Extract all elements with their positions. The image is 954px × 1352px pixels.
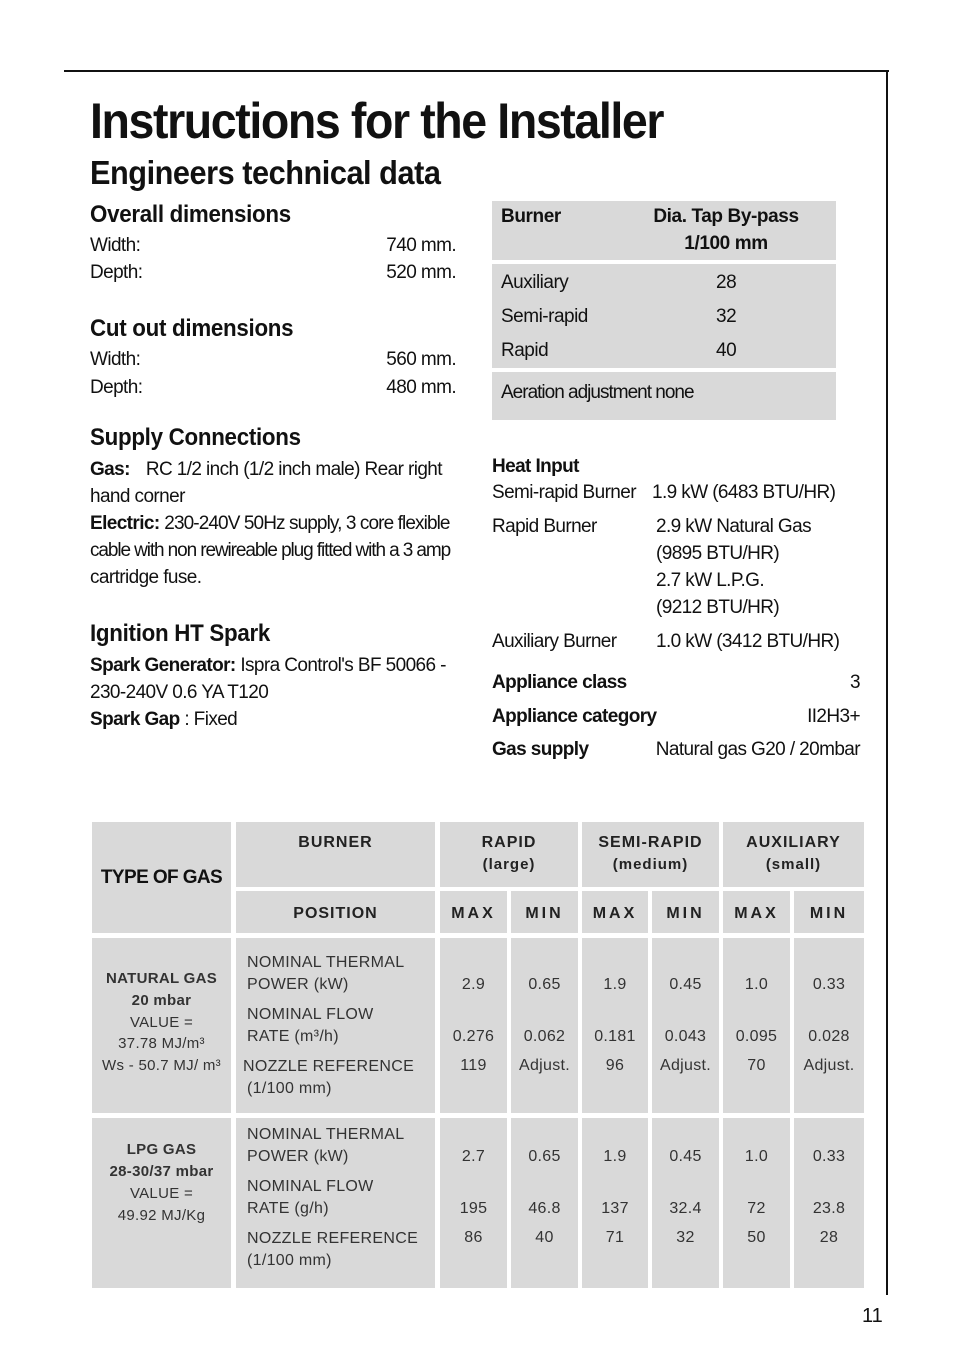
- ng-name-2: 20 mbar: [131, 992, 192, 1009]
- spark-generator-label: Spark Generator:: [90, 655, 236, 676]
- rapid-burner-label: Rapid Burner: [492, 516, 597, 537]
- lpg-power-value: 0.45: [669, 1148, 702, 1165]
- ng-nozzle-value: Adjust.: [659, 1057, 711, 1074]
- lpg-name-1: LPG GAS: [126, 1141, 197, 1158]
- lpg-param-power-2: POWER (kW): [247, 1148, 349, 1165]
- ng-name-1: NATURAL GAS: [105, 970, 218, 987]
- lpg-power-value: 2.7: [461, 1148, 486, 1165]
- ng-power-value: 0.45: [669, 976, 702, 993]
- burner-header: BURNER: [298, 834, 373, 851]
- auxiliary-burner-label: Auxiliary Burner: [492, 631, 617, 652]
- lpg-nozzle-value: 32: [676, 1229, 695, 1246]
- page-subtitle: Engineers technical data: [90, 154, 441, 191]
- type-of-gas-header: TYPE OF GAS: [100, 867, 223, 888]
- appliance-category-label: Appliance category: [492, 706, 657, 727]
- ng-power-value: 0.33: [812, 976, 846, 993]
- lpg-flow-value: 23.8: [812, 1200, 846, 1217]
- lpg-param-power-1: NOMINAL THERMAL: [247, 1126, 405, 1143]
- lpg-nozzle-value: 86: [464, 1229, 483, 1246]
- ng-line-3: VALUE =: [129, 1014, 194, 1031]
- overall-dimensions-heading: Overall dimensions: [90, 201, 291, 228]
- appliance-category-value: II2H3+: [807, 706, 860, 727]
- supply-connections-text: [90, 456, 470, 591]
- semi-rapid-header: SEMI-RAPID: [598, 834, 703, 851]
- lpg-flow-value: 137: [601, 1200, 629, 1217]
- ng-flow-value: 0.181: [594, 1028, 636, 1045]
- lpg-line-4: 49.92 MJ/Kg: [117, 1207, 206, 1224]
- lpg-flow-value: 46.8: [528, 1200, 561, 1217]
- ng-param-flow-1: NOMINAL FLOW: [247, 1006, 374, 1023]
- page-title: Instructions for the Installer: [90, 93, 664, 149]
- ng-flow-value: 0.062: [523, 1028, 566, 1045]
- top-rule: [64, 70, 889, 72]
- gas-supply-value: Natural gas G20 / 20mbar: [655, 739, 860, 760]
- gas-table: [90, 820, 866, 1290]
- ng-flow-value: 0.095: [735, 1028, 778, 1045]
- rapid-burner-value-4: (9212 BTU/HR): [656, 597, 780, 618]
- semi-rapid-burner-value: 1.9 kW (6483 BTU/HR): [652, 482, 836, 503]
- semi-rapid-subheader: (medium): [612, 856, 689, 873]
- ng-value-cell: [794, 938, 864, 1113]
- cutout-depth-value: 480 mm.: [386, 377, 456, 398]
- rapid-burner-value-1: 2.9 kW Natural Gas: [656, 516, 811, 537]
- lpg-param-nozzle-2: (1/100 mm): [247, 1252, 332, 1269]
- lpg-param-nozzle-1: NOZZLE REFERENCE: [247, 1230, 419, 1247]
- lpg-nozzle-value: 50: [747, 1229, 766, 1246]
- lpg-power-value: 1.9: [603, 1148, 627, 1165]
- semi-rapid-burner-label: Semi-rapid Burner: [492, 482, 636, 503]
- electric-label: Electric:: [90, 513, 160, 534]
- right-rule: [886, 70, 888, 1295]
- lpg-line-3: VALUE =: [129, 1185, 194, 1202]
- ng-value-cell: [440, 938, 507, 1113]
- ng-power-value: 1.9: [603, 976, 627, 993]
- burner-col-header: Burner: [501, 206, 561, 227]
- ng-power-value: 2.9: [461, 976, 486, 993]
- ng-power-value: 1.0: [744, 976, 769, 993]
- rapid-burner-value-2: (9895 BTU/HR): [656, 543, 780, 564]
- aeration-adjustment: Aeration adjustment none: [501, 382, 694, 403]
- overall-depth-label: Depth:: [90, 262, 143, 283]
- ng-nozzle-value: 119: [460, 1057, 487, 1074]
- gas-text-2: hand corner: [90, 486, 185, 507]
- ng-nozzle-value: Adjust.: [803, 1057, 855, 1074]
- ng-flow-value: 0.043: [664, 1028, 707, 1045]
- auxiliary-subheader: (small): [765, 856, 822, 873]
- lpg-power-value: 1.0: [744, 1148, 769, 1165]
- semi-max-header: MAX: [592, 905, 638, 922]
- ng-param-nozzle-2: (1/100 mm): [247, 1080, 332, 1097]
- gas-supply-label: Gas supply: [492, 739, 589, 760]
- lpg-flow-value: 72: [747, 1200, 766, 1217]
- position-header: POSITION: [293, 905, 378, 922]
- lpg-power-value: 0.33: [812, 1148, 846, 1165]
- overall-depth-value: 520 mm.: [386, 262, 456, 283]
- aux-min-header: MIN: [809, 905, 849, 922]
- ng-value-cell: [582, 938, 648, 1113]
- rapid-burner-value-3: 2.7 kW L.P.G.: [656, 570, 765, 591]
- page-number: 11: [862, 1305, 883, 1327]
- electric-text-3: cartridge fuse.: [90, 567, 202, 588]
- ng-value-cell: [723, 938, 790, 1113]
- burner-row-name: Auxiliary: [501, 272, 569, 293]
- heat-input-heading: Heat Input: [492, 456, 579, 477]
- semi-min-header: MIN: [666, 905, 705, 922]
- ng-value-cell: [652, 938, 719, 1113]
- spark-generator-text-1: Ispra Control's BF 50066 -: [240, 655, 446, 676]
- cutout-dimensions-heading: Cut out dimensions: [90, 315, 294, 342]
- ng-line-5: Ws - 50.7 MJ/ m³: [102, 1057, 221, 1074]
- gas-label: Gas:: [90, 459, 130, 480]
- lpg-nozzle-value: 71: [605, 1229, 625, 1246]
- lpg-flow-value: 32.4: [669, 1200, 702, 1217]
- ng-line-4: 37.78 MJ/m³: [118, 1035, 205, 1052]
- spark-gap-text: : Fixed: [184, 709, 238, 730]
- burner-row-value: 32: [716, 306, 737, 327]
- cutout-width-label: Width:: [90, 349, 141, 370]
- ignition-text: [90, 652, 470, 733]
- ng-nozzle-value: 96: [605, 1057, 625, 1074]
- electric-text-2: cable with non rewireable plug fitted with a 3 amp: [90, 540, 451, 561]
- cutout-depth-label: Depth:: [90, 377, 143, 398]
- spark-gap-label: Spark Gap: [90, 709, 180, 730]
- supply-connections-heading: Supply Connections: [90, 424, 301, 451]
- ng-param-power-1: NOMINAL THERMAL: [247, 954, 405, 971]
- burner-row-value: 40: [716, 340, 737, 361]
- auxiliary-header: AUXILIARY: [746, 834, 841, 851]
- cutout-width-value: 560 mm.: [386, 349, 456, 370]
- appliance-class-label: Appliance class: [492, 672, 627, 693]
- ng-param-power-2: POWER (kW): [247, 976, 349, 993]
- ng-power-value: 0.65: [528, 976, 561, 993]
- ng-nozzle-value: Adjust.: [518, 1057, 570, 1074]
- lpg-power-value: 0.65: [528, 1148, 561, 1165]
- aux-max-header: MAX: [734, 905, 779, 922]
- ng-param-flow-2: RATE (m³/h): [247, 1028, 339, 1045]
- lpg-flow-value: 195: [459, 1200, 488, 1217]
- rapid-subheader: (large): [482, 856, 536, 873]
- diatap-col-header-1: Dia. Tap By-pass: [653, 206, 799, 227]
- burner-row-value: 28: [716, 272, 737, 293]
- appliance-class-value: 3: [850, 672, 860, 693]
- overall-width-label: Width:: [90, 235, 141, 256]
- ignition-heading: Ignition HT Spark: [90, 620, 271, 647]
- ng-flow-value: 0.276: [452, 1028, 495, 1045]
- lpg-param-flow-2: RATE (g/h): [247, 1200, 329, 1217]
- rapid-min-header: MIN: [525, 905, 564, 922]
- ng-param-nozzle-1: NOZZLE REFERENCE: [243, 1058, 415, 1075]
- lpg-nozzle-value: 40: [535, 1229, 554, 1246]
- lpg-param-flow-1: NOMINAL FLOW: [247, 1178, 374, 1195]
- rapid-header: RAPID: [481, 834, 537, 851]
- ng-nozzle-value: 70: [747, 1057, 766, 1074]
- electric-text-1: 230-240V 50Hz supply, 3 core flexible: [164, 513, 450, 534]
- diatap-col-header-2: 1/100 mm: [684, 233, 768, 254]
- lpg-name-2: 28-30/37 mbar: [109, 1163, 214, 1180]
- gas-text-1: RC 1/2 inch (1/2 inch male) Rear right: [145, 459, 442, 480]
- rapid-max-header: MAX: [451, 905, 496, 922]
- ng-flow-value: 0.028: [808, 1028, 850, 1045]
- overall-width-value: 740 mm.: [386, 235, 456, 256]
- auxiliary-burner-value: 1.0 kW (3412 BTU/HR): [656, 631, 840, 652]
- burner-row-name: Rapid: [501, 340, 549, 361]
- ng-value-cell: [511, 938, 578, 1113]
- burner-row-name: Semi-rapid: [501, 306, 588, 327]
- lpg-nozzle-value: 28: [819, 1229, 839, 1246]
- spark-generator-text-2: 230-240V 0.6 YA T120: [90, 682, 269, 703]
